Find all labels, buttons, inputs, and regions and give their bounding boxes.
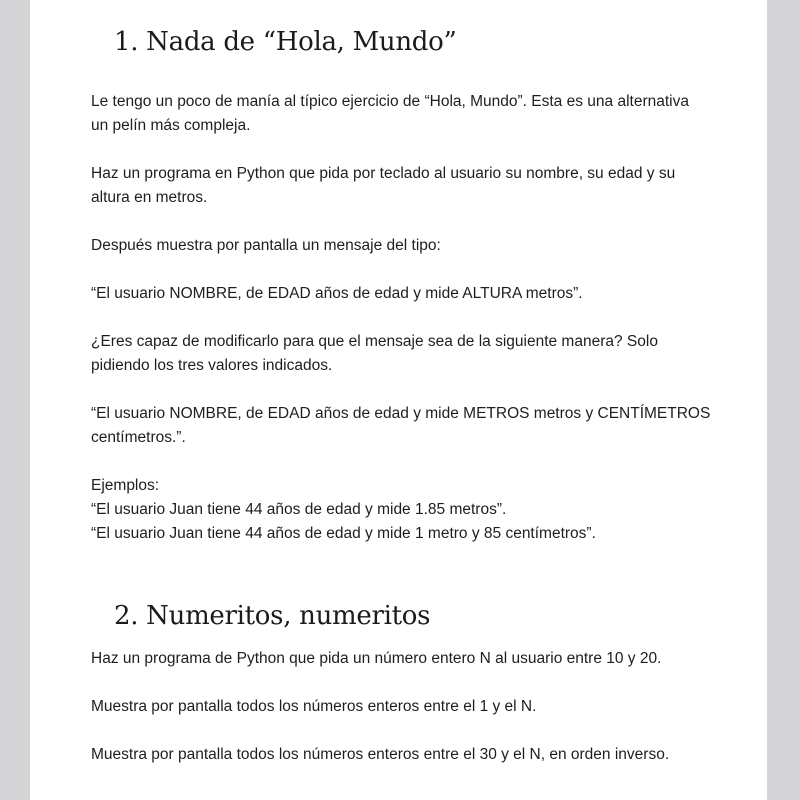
paragraph xyxy=(91,647,731,671)
text-line: un pelín más compleja. xyxy=(91,117,251,134)
paragraph xyxy=(91,474,731,546)
text-line: Le tengo un poco de manía al típico ejercicio de “Hola, Mundo”. Esta es una alternativa xyxy=(91,93,689,110)
text-line: pidiendo los tres valores indicados. xyxy=(91,357,333,374)
text-line: centímetros.”. xyxy=(91,429,186,446)
text-line: Muestra por pantalla todos los números enteros entre el 1 y el N. xyxy=(91,698,537,715)
paragraph xyxy=(91,695,731,719)
text-line: ¿Eres capaz de modificarlo para que el mensaje sea de la siguiente manera? Solo xyxy=(91,333,658,350)
paragraph xyxy=(91,282,731,306)
paragraph xyxy=(91,90,731,138)
text-line: “El usuario Juan tiene 44 años de edad y mide 1 metro y 85 centímetros”. xyxy=(91,525,596,542)
section-heading: 2. Numeritos, numeritos xyxy=(114,601,431,631)
text-line: Ejemplos: xyxy=(91,477,160,494)
text-line: Muestra por pantalla todos los números enteros entre el 30 y el N, en orden inverso. xyxy=(91,746,670,763)
exercise-section-1 xyxy=(91,27,731,570)
exercise-section-2 xyxy=(91,601,731,791)
document-page xyxy=(30,0,767,800)
paragraph xyxy=(91,743,731,767)
paragraph xyxy=(91,402,731,450)
paragraph xyxy=(91,162,731,210)
paragraph xyxy=(91,330,731,378)
text-line: Después muestra por pantalla un mensaje del tipo: xyxy=(91,237,441,254)
text-line: “El usuario NOMBRE, de EDAD años de edad y mide METROS metros y CENTÍMETROS xyxy=(91,405,711,422)
text-line: “El usuario NOMBRE, de EDAD años de edad y mide ALTURA metros”. xyxy=(91,285,583,302)
text-line: Haz un programa en Python que pida por teclado al usuario su nombre, su edad y su xyxy=(91,165,676,182)
paragraph xyxy=(91,234,731,258)
text-line: “El usuario Juan tiene 44 años de edad y mide 1.85 metros”. xyxy=(91,501,507,518)
text-line: Haz un programa de Python que pida un número entero N al usuario entre 10 y 20. xyxy=(91,650,662,667)
section-heading: 1. Nada de “Hola, Mundo” xyxy=(114,27,457,57)
text-line: altura en metros. xyxy=(91,189,208,206)
